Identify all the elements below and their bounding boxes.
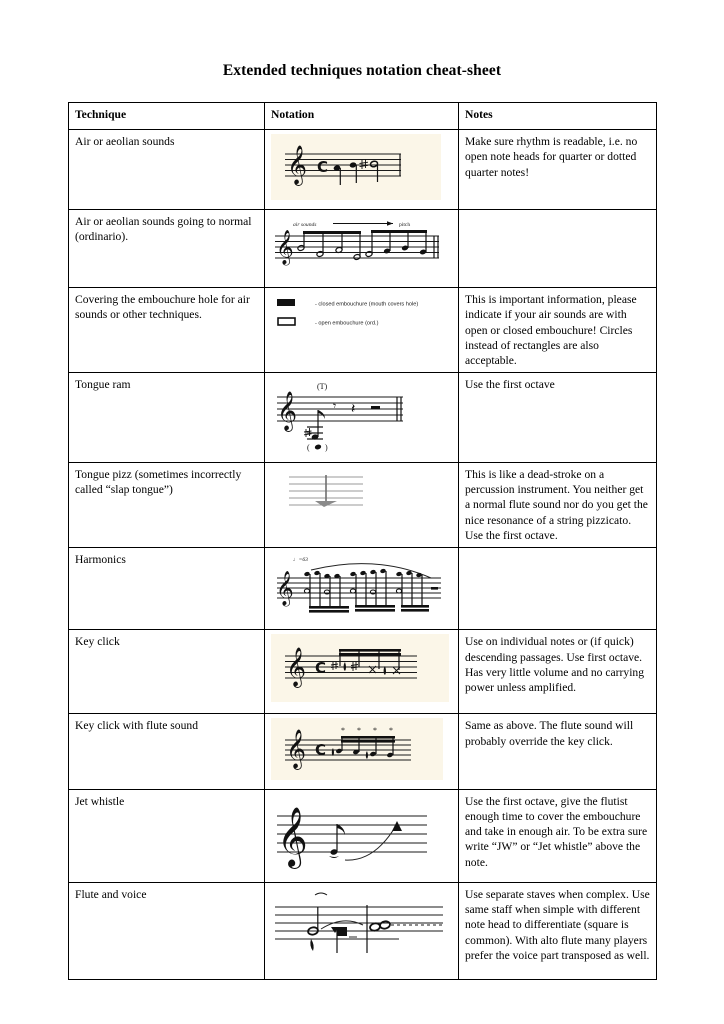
staff-harmonics-svg — [271, 552, 449, 616]
notes-cell: This is like a dead-stroke on a percussion instrument. You neither get a normal flute sound nor do you get the nice resonance of a string pizzicato. Use the first octave. — [459, 462, 657, 547]
notation-cell — [265, 130, 459, 210]
staff-key-click-svg — [281, 640, 439, 694]
embouchure-legend-svg — [273, 292, 453, 340]
svg-text:): ) — [325, 443, 328, 453]
notation-tongue-ram — [271, 377, 421, 453]
page-title: Extended techniques notation cheat-sheet — [222, 62, 502, 79]
notation-label-right: pitch — [399, 222, 411, 228]
svg-text:𝄞: 𝄞 — [287, 145, 308, 185]
notation-flute-and-voice — [271, 887, 449, 971]
table-row — [69, 789, 657, 882]
notation-key-click — [271, 634, 449, 702]
notation-label-above: (T) — [317, 382, 328, 392]
table-row — [69, 130, 657, 210]
svg-text:*: * — [389, 726, 393, 736]
technique-cell: Key click with flute sound — [69, 714, 265, 789]
svg-text:*: * — [341, 726, 345, 736]
notes-cell: Use the first octave — [459, 373, 657, 462]
table-row — [69, 714, 657, 789]
open-rectangle-icon — [278, 318, 295, 325]
staff-jet-whistle-svg — [271, 794, 435, 874]
notes-cell: Use the first octave, give the flutist enough time to cover the embouchure and take in enough air. To be extra sure write “JW” or “Jet whistle” above the note. — [459, 789, 657, 882]
notes-cell: Use on individual notes or (if quick) descending passages. Use first octave. Has very little volume and no carrying power unless amplified. — [459, 630, 657, 714]
column-header-notes: Notes — [459, 103, 657, 130]
table-row — [69, 462, 657, 547]
table-row — [69, 288, 657, 373]
technique-cell: Jet whistle — [69, 789, 265, 882]
notation-air-sounds — [271, 134, 441, 200]
svg-text:*: * — [357, 726, 361, 736]
notation-cell — [265, 373, 459, 462]
table-row — [69, 630, 657, 714]
notes-cell: Same as above. The flute sound will probably override the key click. — [459, 714, 657, 789]
notes-cell — [459, 210, 657, 288]
notation-key-click-flute — [271, 718, 443, 780]
legend-item-open: - open embouchure (ord.) — [315, 320, 379, 327]
svg-text:𝄽: 𝄽 — [351, 401, 356, 418]
notation-cell — [265, 630, 459, 714]
svg-text:𝄞: 𝄞 — [286, 729, 307, 770]
table-row — [69, 548, 657, 630]
notation-jet-whistle — [271, 794, 435, 874]
staff-tongue-pizz-svg — [271, 467, 381, 523]
svg-text:C: C — [317, 158, 329, 176]
technique-cell: Air or aeolian sounds going to normal (ordinario). — [69, 210, 265, 288]
notation-air-to-pitch — [271, 214, 451, 276]
notation-harmonics — [271, 552, 449, 616]
staff-air-to-pitch-svg — [271, 214, 451, 276]
notes-cell — [459, 548, 657, 630]
svg-text:𝄞: 𝄞 — [276, 230, 294, 265]
notation-cell — [265, 714, 459, 789]
technique-cell: Tongue pizz (sometimes incorrectly called “slap tongue”) — [69, 462, 265, 547]
table-row — [69, 373, 657, 462]
notation-label-left: air sounds — [293, 222, 317, 228]
notes-cell: This is important information, please indicate if your air sounds are with open or closed embouchure! Circles instead of rectangles are also acceptable. — [459, 288, 657, 373]
svg-text:𝄞: 𝄞 — [276, 571, 294, 607]
notation-cell — [265, 210, 459, 288]
legend-item-closed: - closed embouchure (mouth covers hole) — [315, 301, 419, 308]
filled-rectangle-icon — [277, 299, 295, 306]
svg-text:C: C — [315, 659, 327, 678]
technique-cell: Harmonics — [69, 548, 265, 630]
notation-tongue-pizz — [271, 467, 381, 523]
techniques-table — [68, 102, 657, 980]
column-header-notation: Notation — [265, 103, 459, 130]
table-header-row — [69, 103, 657, 130]
svg-text:(: ( — [307, 443, 310, 453]
svg-text:𝄞: 𝄞 — [286, 647, 307, 688]
notation-cell — [265, 288, 459, 373]
svg-text:*: * — [373, 726, 377, 736]
notation-cell — [265, 882, 459, 979]
notes-cell: Use separate staves when complex. Use same staff when simple with different note head to differentiate (square is common). With alto flute many players prefer the voice part transposed as well. — [459, 882, 657, 979]
notes-cell: Make sure rhythm is readable, i.e. no open note heads for quarter or dotted quarter notes! — [459, 130, 657, 210]
notation-embouchure-legend — [273, 292, 453, 340]
technique-cell: Flute and voice — [69, 882, 265, 979]
svg-text:𝄞: 𝄞 — [277, 391, 298, 432]
technique-cell: Tongue ram — [69, 373, 265, 462]
table-row — [69, 210, 657, 288]
svg-text:C: C — [315, 741, 327, 760]
notation-cell — [265, 789, 459, 882]
staff-tongue-ram-svg — [271, 377, 421, 453]
column-header-technique: Technique — [69, 103, 265, 130]
staff-flute-and-voice-svg — [271, 887, 449, 971]
table-row — [69, 882, 657, 979]
svg-text:𝄾: 𝄾 — [333, 399, 337, 414]
notation-cell — [265, 462, 459, 547]
notation-cell — [265, 548, 459, 630]
technique-cell: Covering the embouchure hole for air sounds or other techniques. — [69, 288, 265, 373]
technique-cell: Key click — [69, 630, 265, 714]
technique-cell: Air or aeolian sounds — [69, 130, 265, 210]
svg-text:♩=63: ♩=63 — [293, 557, 308, 564]
svg-text:𝄞: 𝄞 — [277, 806, 308, 867]
staff-air-sounds-svg — [281, 140, 431, 192]
staff-key-click-flute-svg — [281, 724, 433, 772]
